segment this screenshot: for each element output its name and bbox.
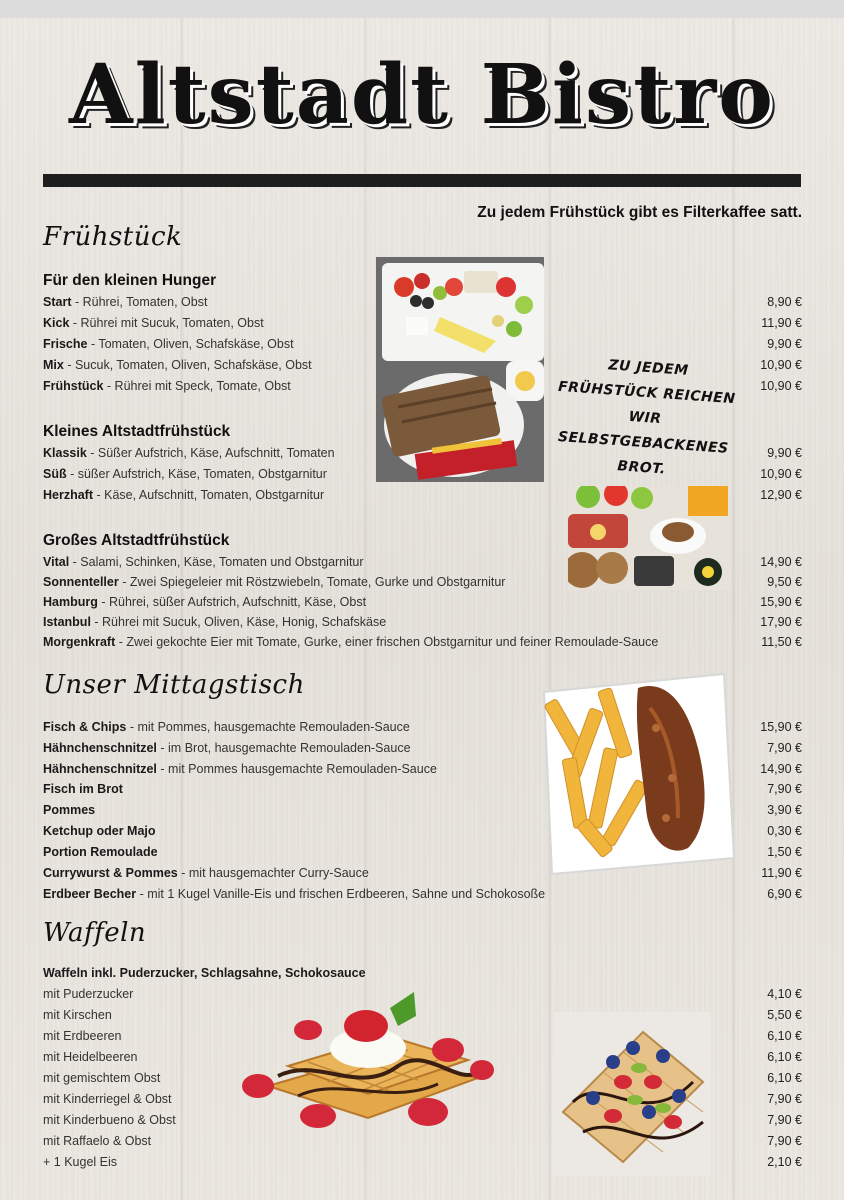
menu-item: Frühstück - Rührei mit Speck, Tomate, Obst 10,90 € bbox=[43, 379, 802, 393]
breakfast-platter-image bbox=[376, 257, 544, 482]
menu-item: Klassik - Süßer Aufstrich, Käse, Aufschnitt, Tomaten 9,90 € bbox=[43, 446, 802, 460]
menu-item: mit Puderzucker 4,10 € bbox=[43, 987, 802, 1001]
menu-item: Sonnenteller - Zwei Spiegeleier mit Röstzwiebeln, Tomate, Gurke und Obstgarnitur 9,50 € bbox=[43, 575, 802, 589]
menu-item: Fisch im Brot 7,90 € bbox=[43, 782, 802, 796]
menu-item: Morgenkraft - Zwei gekochte Eier mit Tomate, Gurke, einer frischen Obstgarnitur und feiner Remoulade-Sauce 11,50 € bbox=[43, 635, 802, 649]
menu-item: mit Heidelbeeren 6,10 € bbox=[43, 1050, 802, 1064]
section-heading-waffeln: Waffeln bbox=[43, 918, 147, 948]
top-bar bbox=[0, 0, 844, 18]
coffee-note: Zu jedem Frühstück gibt es Filterkaffee satt. bbox=[477, 204, 802, 221]
menu-item: mit Kirschen 5,50 € bbox=[43, 1008, 802, 1022]
title-divider bbox=[43, 174, 801, 187]
menu-item: Fisch & Chips - mit Pommes, hausgemachte Remouladen-Sauce 15,90 € bbox=[43, 720, 802, 734]
currywurst-image bbox=[538, 668, 738, 876]
menu-item: Erdbeer Becher - mit 1 Kugel Vanille-Eis und frischen Erdbeeren, Sahne und Schokosoße 6,90 € bbox=[43, 887, 802, 901]
bread-note: ZU JEDEM FRÜHSTÜCK REICHEN WIR SELBSTGEBACKENES BROT. bbox=[557, 357, 736, 478]
section-heading-mittagstisch: Unser Mittagstisch bbox=[43, 670, 305, 700]
group-title-kleiner-hunger: Für den kleinen Hunger bbox=[43, 272, 217, 289]
section-heading-fruehstueck: Frühstück bbox=[43, 222, 183, 252]
group-title-grosses-fruehstueck: Großes Altstadtfrühstück bbox=[43, 532, 230, 549]
menu-item: Hähnchenschnitzel - im Brot, hausgemachte Remouladen-Sauce 7,90 € bbox=[43, 741, 802, 755]
menu-item: Istanbul - Rührei mit Sucuk, Oliven, Käse, Honig, Schafskäse 17,90 € bbox=[43, 615, 802, 629]
menu-item: mit gemischtem Obst 6,10 € bbox=[43, 1071, 802, 1085]
menu-item: Frische - Tomaten, Oliven, Schafskäse, Obst 9,90 € bbox=[43, 337, 802, 351]
menu-item: Vital - Salami, Schinken, Käse, Tomaten und Obstgarnitur 14,90 € bbox=[43, 555, 802, 569]
waffle-strawberry-image bbox=[238, 986, 494, 1136]
menu-item: + 1 Kugel Eis 2,10 € bbox=[43, 1155, 802, 1169]
menu-item: Herzhaft - Käse, Aufschnitt, Tomaten, Obstgarnitur 12,90 € bbox=[43, 488, 802, 502]
restaurant-title: Altstadt Bistro bbox=[69, 47, 775, 143]
menu-item: Kick - Rührei mit Sucuk, Tomaten, Obst 11,90 € bbox=[43, 316, 802, 330]
menu-item: Mix - Sucuk, Tomaten, Oliven, Schafskäse, Obst 10,90 € bbox=[43, 358, 802, 372]
breakfast-table-image bbox=[568, 486, 728, 590]
menu-item: mit Kinderbueno & Obst 7,90 € bbox=[43, 1113, 802, 1127]
menu-item: mit Kinderriegel & Obst 7,90 € bbox=[43, 1092, 802, 1106]
menu-item: Currywurst & Pommes - mit hausgemachter Curry-Sauce 11,90 € bbox=[43, 866, 802, 880]
menu-item: Süß - süßer Aufstrich, Käse, Tomaten, Obstgarnitur 10,90 € bbox=[43, 467, 802, 481]
waffle-fruit-image bbox=[553, 1012, 711, 1176]
menu-item: mit Raffaelo & Obst 7,90 € bbox=[43, 1134, 802, 1148]
menu-item: Pommes 3,90 € bbox=[43, 803, 802, 817]
menu-item: mit Erdbeeren 6,10 € bbox=[43, 1029, 802, 1043]
menu-item: Start - Rührei, Tomaten, Obst 8,90 € bbox=[43, 295, 802, 309]
menu-item: Hähnchenschnitzel - mit Pommes hausgemachte Remouladen-Sauce 14,90 € bbox=[43, 762, 802, 776]
group-title-kleines-fruehstueck: Kleines Altstadtfrühstück bbox=[43, 423, 231, 440]
menu-item: Ketchup oder Majo 0,30 € bbox=[43, 824, 802, 838]
menu-item: Portion Remoulade 1,50 € bbox=[43, 845, 802, 859]
menu-item: Hamburg - Rührei, süßer Aufstrich, Aufschnitt, Käse, Obst 15,90 € bbox=[43, 595, 802, 609]
waffle-subtitle: Waffeln inkl. Puderzucker, Schlagsahne, Schokosauce bbox=[43, 966, 366, 980]
